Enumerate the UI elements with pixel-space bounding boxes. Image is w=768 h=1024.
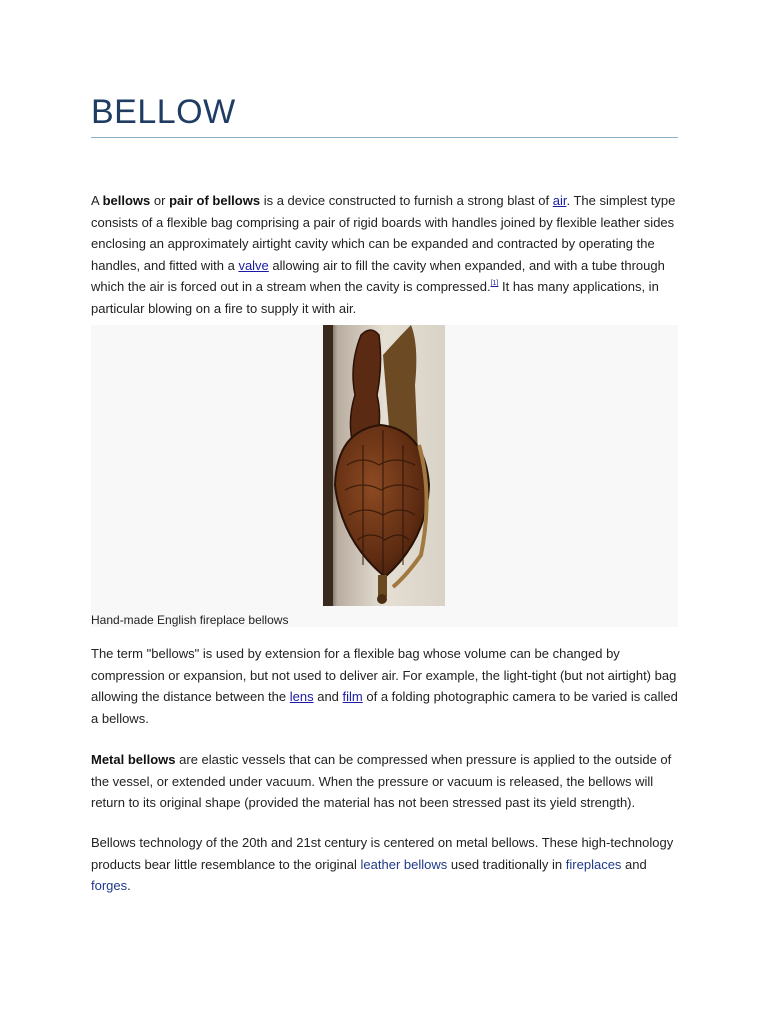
figure — [91, 325, 678, 627]
paragraph-term-usage — [91, 643, 678, 729]
term-metal-bellows: Metal bellows — [91, 752, 176, 767]
link-air[interactable]: air — [552, 193, 567, 208]
intro-paragraph — [91, 190, 678, 320]
text: used traditionally in — [447, 856, 566, 872]
paragraph-technology — [91, 832, 678, 897]
text: is a device constructed to furnish a strong blast of — [260, 193, 553, 208]
link-fireplaces[interactable]: fireplaces — [565, 856, 622, 872]
page-title: BELLOW — [91, 93, 236, 131]
text: The term "bellows" is used by extension for a flexible bag whose volume can be changed by compression or expansion, but not used to deliver air. For example, the light-tight (but not airtight) bag allowing the distance between the — [91, 646, 677, 705]
term-pair-of-bellows: pair of bellows — [169, 193, 261, 208]
link-leather-bellows[interactable]: leather bellows — [360, 856, 448, 872]
text: . The simplest type consists of a flexible bag comprising a pair of rigid boards with handles joined by flexible leather sides enclosing an approximately airtight cavity which can be expanded and contracted by operating the handles, and fitted with a — [91, 193, 676, 273]
figure-caption: Hand-made English fireplace bellows — [91, 613, 289, 627]
text: allowing air to fill the cavity when expanded, and with a tube through which the air is forced out in a stream when the cavity is compressed. — [91, 257, 665, 295]
text: or — [150, 193, 170, 208]
term-bellows: bellows — [102, 193, 151, 208]
bellows-image — [323, 325, 445, 606]
text: Bellows technology of the 20th and 21st century is centered on metal bellows. These high-technology products bear little resemblance to the original — [91, 835, 674, 872]
text: A — [91, 193, 103, 208]
text: It has many applications, in particular blowing on a fire to supply it with air. — [91, 279, 659, 316]
link-lens[interactable]: lens — [289, 689, 314, 705]
link-forges[interactable]: forges — [91, 878, 128, 894]
text: and — [313, 689, 343, 705]
reference-link[interactable]: [1] — [490, 280, 499, 288]
text: of a folding photographic camera to be varied is called a bellows. — [91, 689, 678, 726]
paragraph-metal-bellows — [91, 749, 678, 814]
text: are elastic vessels that can be compressed when pressure is applied to the outside of the vessel, or extended under vacuum. When the pressure or vacuum is released, the bellows will return to its original shape (provided the material has not been stressed past its yield strength). — [91, 752, 672, 811]
text: and — [621, 856, 647, 872]
link-film[interactable]: film — [342, 689, 363, 705]
title-divider — [91, 137, 678, 138]
text: . — [127, 878, 131, 894]
link-valve[interactable]: valve — [238, 257, 269, 273]
bellows-photo — [323, 325, 445, 606]
